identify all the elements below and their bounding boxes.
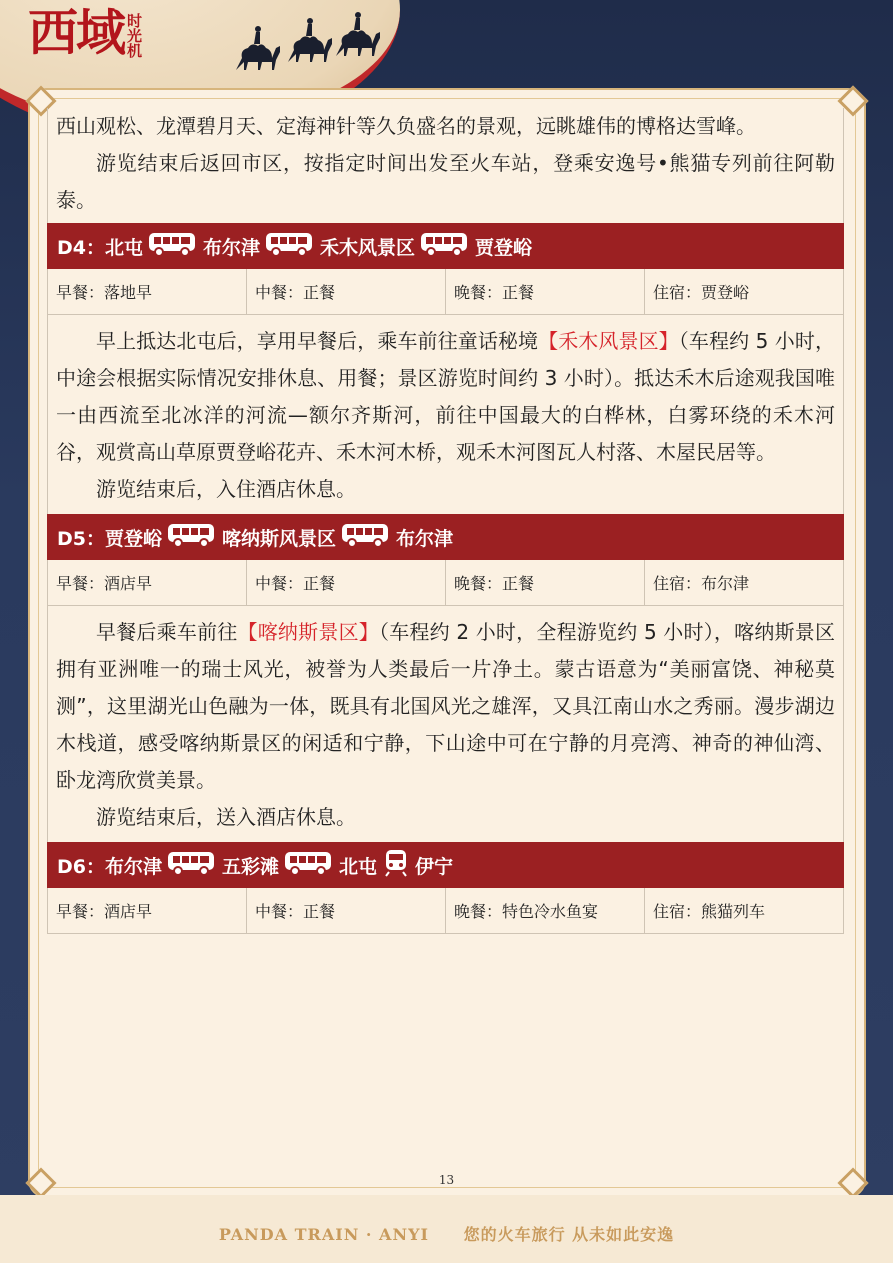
meal-cell: 晚餐：正餐	[446, 560, 645, 605]
logo-main-text: 西域	[28, 3, 124, 62]
bus-icon	[264, 231, 316, 262]
route-stop: 伊宁	[415, 855, 454, 878]
highlight-attraction: 【喀纳斯景区】	[237, 620, 379, 644]
description-paragraph	[48, 471, 843, 508]
camel-caravan-icon	[232, 8, 402, 80]
bus-icon	[166, 850, 218, 881]
highlight-attraction: 【禾木风景区】	[538, 329, 679, 353]
bus-icon	[419, 231, 471, 262]
itinerary-content	[47, 108, 844, 934]
route-stop: 贾登峪	[105, 527, 163, 550]
meal-cell: 早餐：酒店早	[48, 888, 247, 933]
bus-icon	[147, 231, 199, 262]
day-description	[47, 606, 844, 842]
route-stop: 喀纳斯风景区	[222, 527, 337, 550]
route-stop: 贾登峪	[475, 236, 533, 259]
meal-row	[47, 269, 844, 315]
intro-section	[47, 108, 844, 223]
paragraph-text: 游览结束后，入住酒店休息。	[96, 477, 356, 501]
train-icon	[381, 848, 411, 883]
meal-cell: 早餐：落地早	[48, 269, 247, 314]
bus-icon	[283, 850, 335, 881]
meal-cell: 住宿：布尔津	[653, 574, 750, 593]
day-header	[47, 223, 844, 269]
paragraph-text: （车程约 5 小时，中途会根据实际情况安排休息、用餐；景区游览时间约 3 小时）。抵达禾木后途观我国唯一由西流至北冰洋的河流—额尔齐斯河，前往中国最大的白桦林，白雾环绕的禾木河谷，观赏高山草原贾登峪花卉、禾木河木桥，观禾木河图瓦人村落、木屋民居等。	[56, 329, 835, 464]
paragraph-text: 游览结束后，送入酒店休息。	[96, 805, 356, 829]
meal-cell: 晚餐：特色冷水鱼宴	[446, 888, 645, 933]
day-label: D5：	[57, 527, 105, 550]
day-header	[47, 842, 844, 888]
meal-cell: 晚餐：正餐	[446, 269, 645, 314]
day-list	[47, 223, 844, 934]
day-label: D6：	[57, 855, 105, 878]
day-label: D4：	[57, 236, 105, 259]
description-paragraph	[48, 323, 843, 471]
route-stop: 北屯	[105, 236, 144, 259]
meal-cell: 中餐：正餐	[247, 560, 446, 605]
meal-row	[47, 560, 844, 606]
day-description	[47, 315, 844, 514]
meal-cell: 住宿：熊猫列车	[653, 902, 766, 921]
route-stop: 五彩滩	[222, 855, 280, 878]
footer-brand: PANDA TRAIN · ANYI	[218, 1225, 429, 1244]
paragraph-text: （车程约 2 小时，全程游览约 5 小时），喀纳斯景区拥有亚洲唯一的瑞士风光，被誉为人类最后一片净土。蒙古语意为“美丽富饶、神秘莫测”，这里湖光山色融为一体，既具有北国风光之雄浑，又具江南山水之秀丽。漫步湖边木栈道，感受喀纳斯景区的闲适和宁静，下山途中可在宁静的月亮湾、神奇的神仙湾、卧龙湾欣赏美景。	[56, 620, 836, 792]
meal-cell: 住宿：贾登峪	[653, 283, 750, 302]
meal-cell: 早餐：酒店早	[48, 560, 247, 605]
meal-cell: 中餐：正餐	[247, 888, 446, 933]
paragraph-text: 早上抵达北屯后，享用早餐后，乘车前往童话秘境	[96, 329, 539, 353]
day-header	[47, 514, 844, 560]
route-stop: 布尔津	[105, 855, 163, 878]
paragraph-text: 早餐后乘车前往	[96, 620, 238, 644]
meal-row	[47, 888, 844, 934]
route-stop: 北屯	[339, 855, 378, 878]
footer-slogan: 您的火车旅行 从未如此安逸	[463, 1225, 675, 1244]
bus-icon	[340, 522, 392, 553]
route-stop: 禾木风景区	[320, 236, 416, 259]
footer	[0, 1222, 893, 1245]
intro-paragraph: 西山观松、龙潭碧月天、定海神针等久负盛名的景观，远眺雄伟的博格达雪峰。	[56, 114, 756, 138]
meal-cell: 中餐：正餐	[247, 269, 446, 314]
intro-paragraph: 游览结束后返回市区，按指定时间出发至火车站，登乘安逸号•熊猫专列前往阿勒泰。	[56, 151, 835, 212]
brand-logo	[28, 3, 143, 62]
route-stop: 布尔津	[396, 527, 454, 550]
route-stop: 布尔津	[203, 236, 261, 259]
bus-icon	[166, 522, 218, 553]
description-paragraph	[48, 614, 843, 799]
logo-sub-text: 时光机	[125, 13, 143, 58]
description-paragraph	[48, 799, 843, 836]
page-number: 13	[438, 1173, 455, 1187]
